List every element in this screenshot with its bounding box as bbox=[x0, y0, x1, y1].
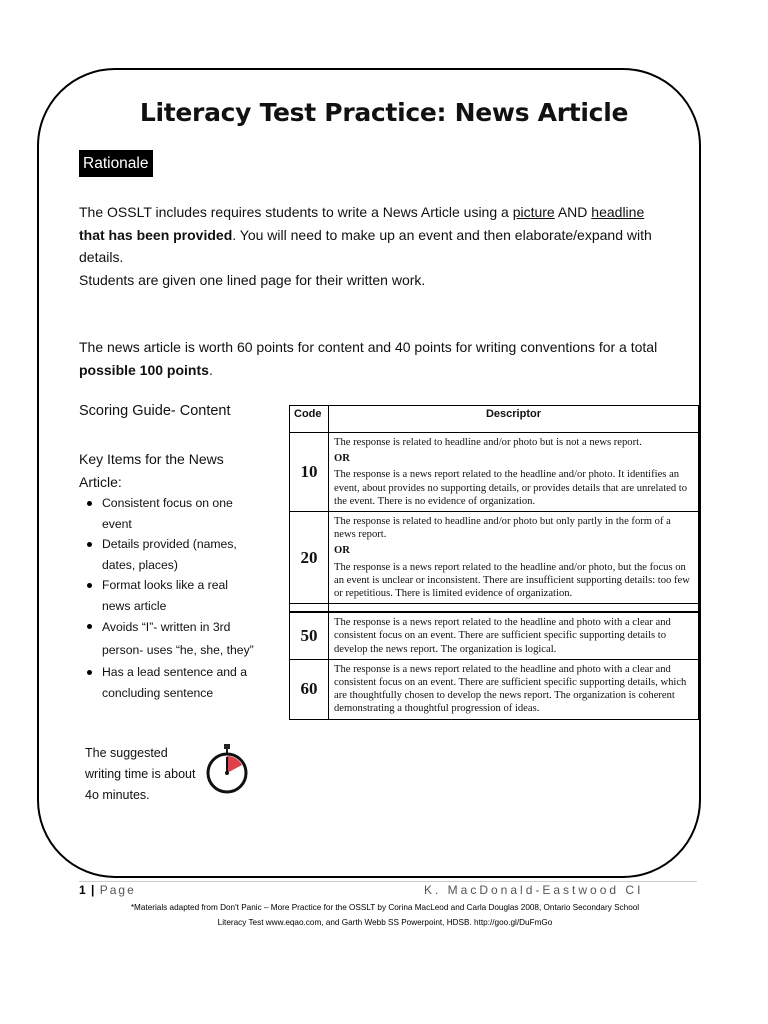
credits-link[interactable]: http://goo.gl/DuFmGo bbox=[474, 918, 553, 927]
descriptor-cell: The response is a news report related to the headline and photo with a clear and consistent focus on an event. There are sufficient specific supporting details, which are thoughtfully chosen to develop the news report. The organization is coherent demonstrating a thoughtful progression of ideas. bbox=[329, 659, 699, 719]
intro-bold: that has been provided bbox=[79, 226, 233, 243]
credits-line-1: *Materials adapted from Don't Panic – More Practice for the OSSLT by Corina MacLeod and Carla Douglas 2008, Ontario Secondary School bbox=[130, 903, 640, 912]
list-item: Details provided (names, dates, places) bbox=[84, 534, 259, 575]
descriptor-text: The response is a news report related to the headline and/or photo. It identifies an event, about provides no supporting details, or provides details that are unrelated to the event. There is no evidence of organization. bbox=[334, 469, 688, 507]
descriptor-cell bbox=[329, 512, 699, 604]
rationale-heading: Rationale bbox=[79, 150, 153, 177]
code-cell: 20 bbox=[290, 512, 329, 604]
points-paragraph bbox=[79, 336, 699, 381]
table-header-row bbox=[290, 406, 699, 433]
points-text: The news article is worth 60 points for content and 40 points for writing conventions for a total bbox=[79, 339, 658, 355]
table-gap-row bbox=[290, 604, 699, 613]
intro-text-3: . You will need to make up an event and then elaborate/expand with details. bbox=[79, 226, 652, 265]
scoring-table-wrapper bbox=[289, 405, 699, 720]
code-cell: 10 bbox=[290, 433, 329, 512]
footer-divider bbox=[79, 881, 697, 882]
table-row bbox=[290, 612, 699, 659]
descriptor-header: Descriptor bbox=[329, 406, 699, 433]
descriptor-text: The response is a news report related to the headline and/or photo, but the focus on an event is unclear or inconsistent. There are insufficient supporting details: too few or repetitious. There is limited evidence of organization. bbox=[334, 561, 690, 600]
intro-text-1: The OSSLT includes requires students to write a News Article using a bbox=[79, 204, 513, 220]
credits-line-2: Literacy Test www.eqao.com, and Garth Webb SS Powerpoint, HDSB. bbox=[217, 918, 472, 927]
headline-link: headline bbox=[591, 204, 645, 220]
code-cell: 50 bbox=[290, 612, 329, 659]
page-number: 1 | Page bbox=[79, 883, 136, 897]
list-item: Format looks like a real news article bbox=[84, 575, 259, 616]
descriptor-text: The response is related to headline and/or photo but is not a news report. bbox=[334, 437, 642, 448]
table-row bbox=[290, 433, 699, 512]
stopwatch-stem bbox=[226, 749, 228, 753]
credits-note bbox=[60, 900, 710, 930]
list-item: Has a lead sentence and a concluding sentence bbox=[84, 662, 259, 703]
points-end: . bbox=[208, 361, 213, 378]
gap-cell bbox=[329, 604, 699, 613]
key-items-heading: Key Items for the News Article: bbox=[79, 451, 224, 490]
code-header: Code bbox=[290, 406, 329, 433]
intro-text-2: AND bbox=[554, 204, 592, 220]
scoring-guide-heading: Scoring Guide- Content bbox=[79, 403, 231, 419]
key-items-list bbox=[84, 493, 259, 703]
descriptor-cell: The response is a news report related to the headline and photo with a clear and consistent focus on an event. There are sufficient specific supporting details to develop the news report. The organization is logical. bbox=[329, 612, 699, 659]
descriptor-cell bbox=[329, 433, 699, 512]
list-item: Consistent focus on one event bbox=[84, 493, 259, 534]
intro-paragraph bbox=[79, 201, 699, 291]
page-label: Page bbox=[99, 883, 136, 897]
intro-line-2: Students are given one lined page for their written work. bbox=[79, 271, 426, 288]
page-title: Literacy Test Practice: News Article bbox=[139, 98, 629, 127]
or-label: OR bbox=[334, 453, 350, 465]
points-bold: possible 100 points bbox=[79, 361, 209, 378]
stopwatch-icon bbox=[204, 742, 250, 800]
code-cell: 60 bbox=[290, 659, 329, 719]
gap-cell bbox=[290, 604, 329, 613]
descriptor-text: The response is related to headline and/or photo but only partly in the form of a news report. bbox=[334, 516, 671, 541]
table-row bbox=[290, 659, 699, 719]
author-name: K. MacDonald-Eastwood CI bbox=[424, 883, 644, 897]
suggested-time-note: The suggested writing time is about 4o minutes. bbox=[85, 746, 196, 802]
stopwatch-crown bbox=[224, 744, 230, 749]
page-number-value: 1 bbox=[79, 883, 86, 897]
picture-link: picture bbox=[512, 204, 555, 220]
scoring-table bbox=[289, 405, 699, 720]
list-item: Avoids “I”- written in 3rd person- uses “he, she, they” bbox=[84, 616, 259, 662]
stopwatch-pin bbox=[225, 771, 229, 775]
or-label: OR bbox=[334, 545, 350, 557]
table-row bbox=[290, 512, 699, 604]
